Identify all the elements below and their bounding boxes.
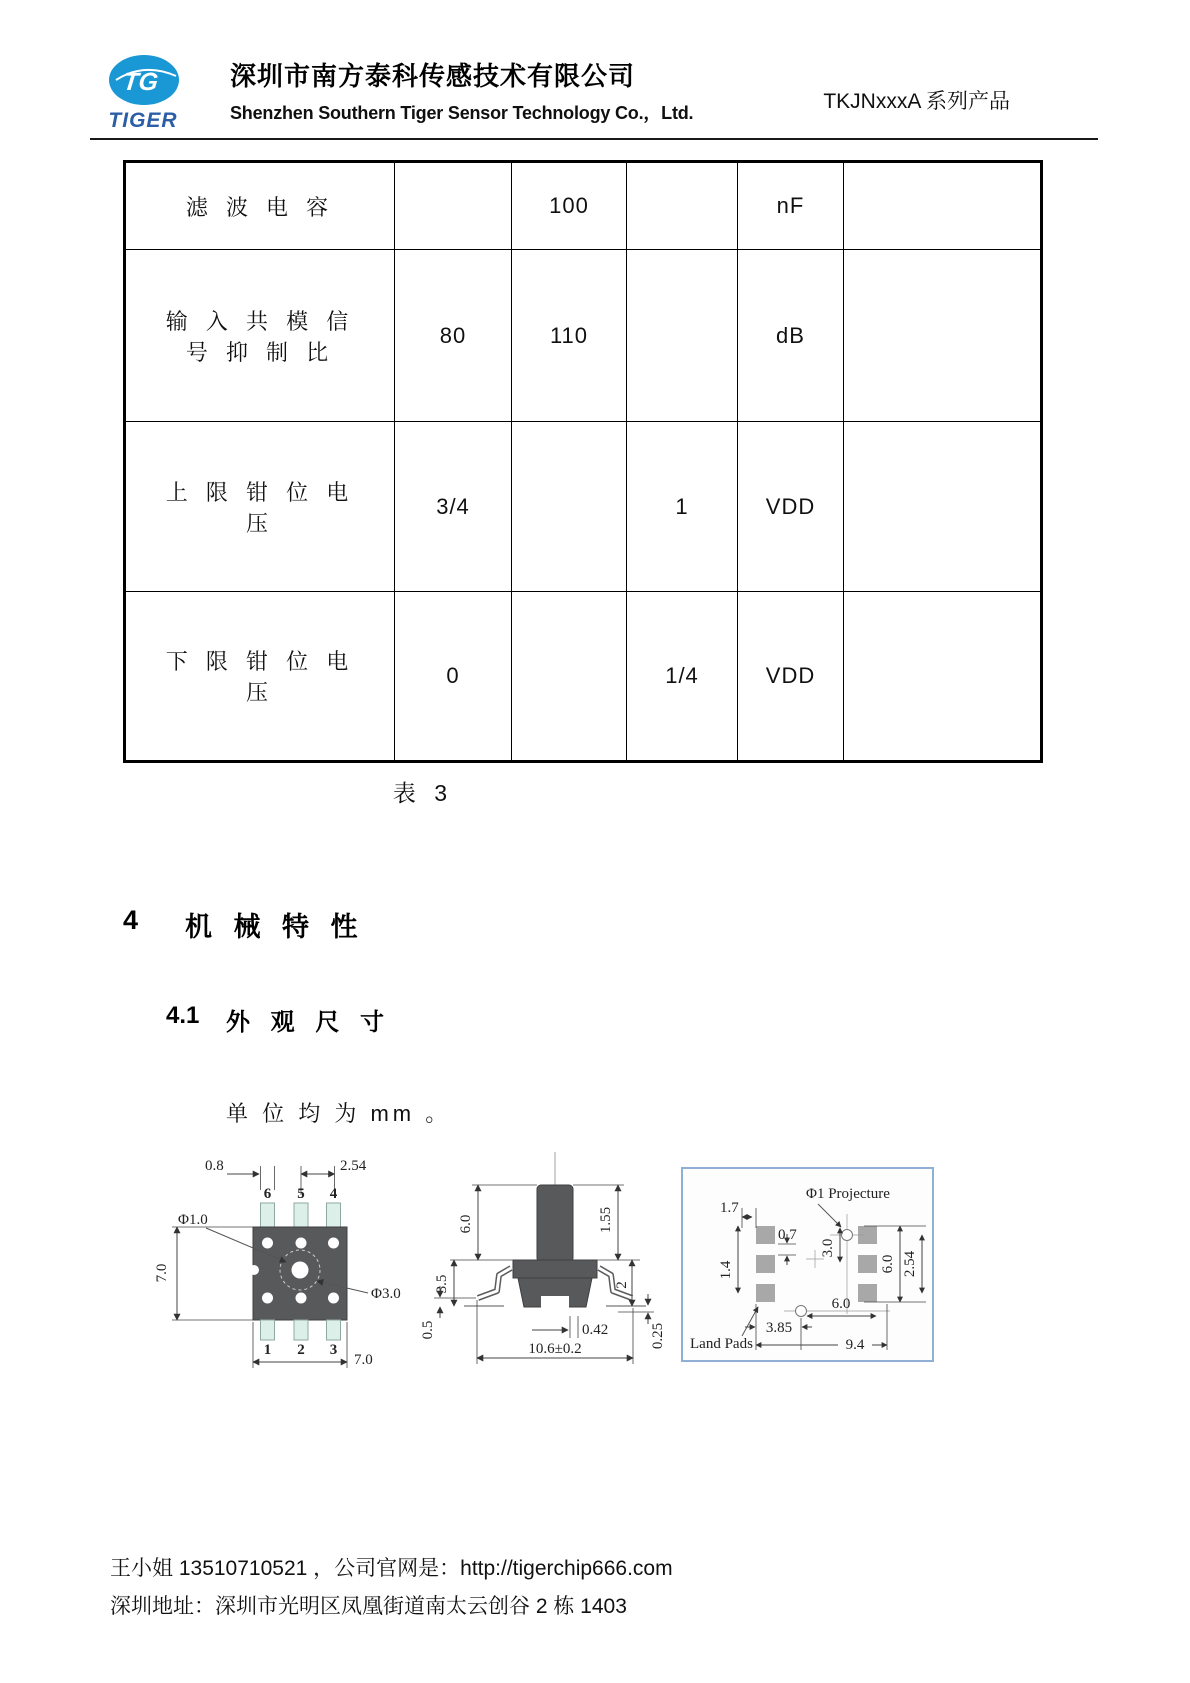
pin-1 [261, 1320, 275, 1340]
center-hole [292, 1262, 309, 1279]
dim-hole-x-label: 3.85 [765, 1320, 793, 1336]
cell-typ [512, 422, 627, 592]
cell-max: 1/4 [627, 592, 738, 762]
row-label-line: 号 抑 制 比 [185, 339, 335, 365]
edge-hole [249, 1265, 259, 1275]
dim-pad-gap-label: 0.7 [778, 1227, 797, 1243]
dim-span-label: 6.0 [831, 1296, 851, 1312]
company-name-cn: 深圳市南方泰科传感技术有限公司 [230, 61, 636, 91]
cell-min [395, 162, 512, 250]
header-divider [90, 138, 1098, 140]
hole [296, 1293, 307, 1304]
table-row [125, 250, 1042, 422]
cell-min: 3/4 [395, 422, 512, 592]
pin-number: 1 [263, 1342, 272, 1358]
row-label-cell [125, 162, 395, 250]
cell-max: 1 [627, 422, 738, 592]
cell-min: 0 [395, 592, 512, 762]
table-row [125, 422, 1042, 592]
unit-note: 单 位 均 为 mm 。 [226, 1101, 452, 1126]
pin-number: 4 [329, 1186, 338, 1202]
hole [296, 1238, 307, 1249]
reference-hole [796, 1306, 807, 1317]
land-pad [756, 1284, 775, 1302]
cell-note [844, 162, 1042, 250]
section-41-heading [166, 1002, 391, 1037]
pin-number: 2 [297, 1342, 305, 1358]
logo-tg-text: TG [121, 68, 160, 96]
row-label-line: 压 [245, 510, 274, 536]
row-label-line: 滤 波 电 容 [185, 194, 335, 220]
contact-line: 王小姐 13510710521 ，公司官网是：http://tigerchip666.com [110, 1557, 673, 1580]
section-4-heading [123, 905, 365, 944]
pin-4 [327, 1203, 341, 1227]
land-pads-label: Land Pads [690, 1336, 753, 1352]
cell-unit: dB [738, 250, 844, 422]
dim-port-label: Φ3.0 [371, 1286, 401, 1302]
cell-typ: 110 [512, 250, 627, 422]
row-label-cell [125, 422, 395, 592]
cell-unit: VDD [738, 422, 844, 592]
land-pad [756, 1255, 775, 1273]
pin-6 [261, 1203, 275, 1227]
row-label-line: 上 限 钳 位 电 [165, 479, 355, 505]
land-pad [858, 1284, 877, 1302]
cell-typ [512, 592, 627, 762]
spec-table [123, 160, 1043, 763]
cell-min: 80 [395, 250, 512, 422]
address-line: 深圳地址：深圳市光明区凤凰街道南太云创谷 2 栋 1403 [110, 1595, 627, 1618]
land-pad [858, 1255, 877, 1273]
dim-lead-label: 2 [614, 1281, 630, 1289]
section-41-title: 外 观 尺 寸 [226, 1009, 392, 1036]
dim-total-label: 9.4 [845, 1337, 865, 1353]
cell-unit: VDD [738, 592, 844, 762]
dim-body-height-label: 3.5 [434, 1274, 450, 1294]
tiger-logo-graphic [98, 50, 222, 136]
pin-number: 5 [297, 1186, 305, 1202]
cell-unit: nF [738, 162, 844, 250]
dim-col-height-label: 6.0 [880, 1254, 896, 1274]
footer [110, 1550, 673, 1626]
dim-body-height-label: 7.0 [154, 1263, 170, 1283]
projecture-hole [842, 1230, 853, 1241]
cell-note [844, 422, 1042, 592]
company-logo [98, 50, 222, 136]
dim-body-width-label: 7.0 [354, 1352, 373, 1368]
row-label-cell [125, 250, 395, 422]
dim-pad-pitch-left-label: 1.4 [718, 1260, 734, 1280]
hole [328, 1293, 339, 1304]
hole [262, 1293, 273, 1304]
pin-number: 3 [329, 1342, 338, 1358]
pin-2 [294, 1320, 308, 1340]
body-notch [541, 1296, 569, 1308]
dim-pin-width-label: 0.8 [205, 1158, 224, 1174]
pressure-port [537, 1185, 573, 1262]
side-view-diagram [420, 1140, 668, 1375]
dim-standoff-label: 0.5 [420, 1320, 436, 1340]
dim-port-top-label: 1.55 [598, 1206, 614, 1234]
projecture-label: Φ1 Projecture [806, 1186, 890, 1202]
hole [328, 1238, 339, 1249]
body-flange [513, 1260, 597, 1278]
dim-lead-thickness-label: 0.25 [650, 1322, 666, 1350]
cell-typ: 100 [512, 162, 627, 250]
hole [262, 1238, 273, 1249]
row-label-line: 下 限 钳 位 电 [165, 649, 355, 674]
pin-5 [294, 1203, 308, 1227]
dim-pin-thickness-label: 0.42 [582, 1322, 609, 1338]
table-row [125, 592, 1042, 762]
section-4-title: 机 械 特 性 [185, 912, 365, 942]
dim-total-width-label: 10.6±0.2 [528, 1341, 582, 1357]
logo-tiger-text: TIGER [108, 109, 178, 132]
company-name-en: Shenzhen Southern Tiger Sensor Technology Co.，Ltd. [230, 103, 694, 123]
dim-pin-pitch-label: 2.54 [340, 1158, 367, 1174]
product-series-label: TKJNxxxA 系列产品 [823, 90, 1010, 113]
dim-hole-label: Φ1.0 [178, 1212, 208, 1228]
table-caption: 表 3 [392, 780, 454, 806]
section-41-number: 4.1 [166, 1002, 200, 1029]
dim-hole-offset-label: 3.0 [820, 1238, 836, 1258]
cell-max [627, 250, 738, 422]
dim-pad-offset-label: 1.7 [720, 1200, 739, 1216]
land-pattern-diagram [680, 1164, 936, 1366]
land-pad [756, 1226, 775, 1244]
cell-note [844, 592, 1042, 762]
row-label-line: 压 [245, 680, 274, 705]
pin-number: 6 [263, 1186, 272, 1202]
top-view-diagram [150, 1140, 460, 1372]
row-label-line: 输 入 共 模 信 [165, 308, 355, 334]
row-label-cell [125, 592, 395, 762]
table-row [125, 162, 1042, 250]
dim-port-height-label: 6.0 [458, 1214, 474, 1234]
dim-pad-pitch-right-label: 2.54 [902, 1250, 918, 1278]
pin-3 [327, 1320, 341, 1340]
cell-note [844, 250, 1042, 422]
cell-max [627, 162, 738, 250]
section-4-number: 4 [123, 905, 139, 935]
